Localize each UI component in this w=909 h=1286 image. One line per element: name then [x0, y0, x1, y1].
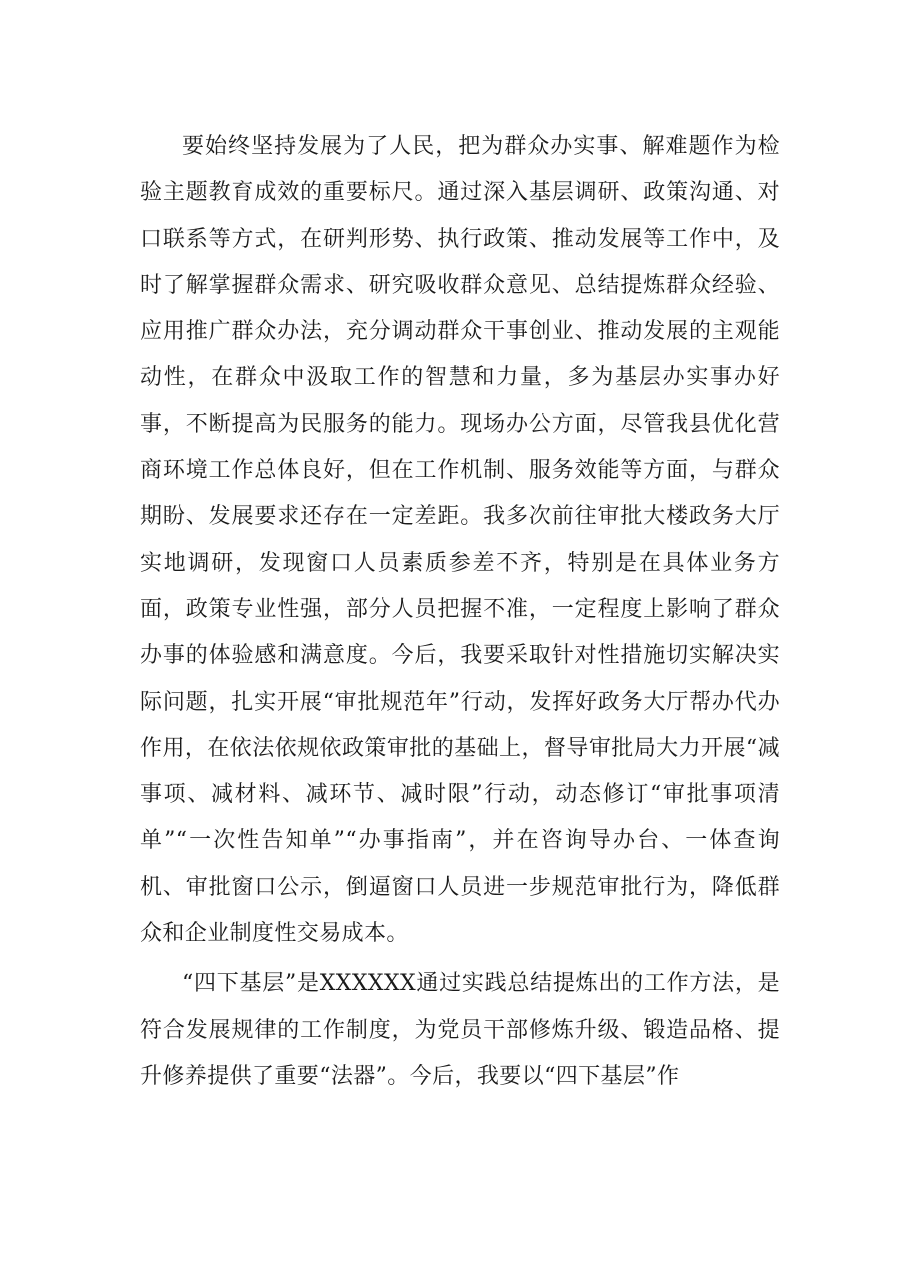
paragraph-1: 要始终坚持发展为了人民，把为群众办实事、解难题作为检验主题教育成效的重要标尺。通过深入基层调研、政策沟通、对口联系等方式，在研判形势、执行政策、推动发展等工作中，及时了解掌握群众需求、研究吸收群众意见、总结提炼群众经验、应用推广群众办法，充分调动群众干事创业、推动发展的主观能动性，在群众中汲取工作的智慧和力量，多为基层办实事办好事，不断提高为民服务的能力。现场办公方面，尽管我县优化营商环境工作总体良好，但在工作机制、服务效能等方面，与群众期盼、发展要求还存在一定差距。我多次前往审批大楼政务大厅实地调研，发现窗口人员素质参差不齐，特别是在具体业务方面，政策专业性强，部分人员把握不准，一定程度上影响了群众办事的体验感和满意度。今后，我要采取针对性措施切实解决实际问题，扎实开展“审批规范年”行动，发挥好政务大厅帮办代办作用，在依法依规依政策审批的基础上，督导审批局大力开展“减事项、减材料、减环节、减时限”行动，动态修订“审批事项清单”“一次性告知单”“办事指南”，并在咨询导办台、一体查询机、审批窗口公示，倒逼窗口人员进一步规范审批行为，降低群众和企业制度性交易成本。	[140, 134, 780, 947]
paragraph-2: “四下基层”是XXXXXX通过实践总结提炼出的工作方法，是符合发展规律的工作制度，为党员干部修炼升级、锻造品格、提升修养提供了重要“法器”。今后，我要以“四下基层”作	[140, 971, 780, 1089]
document-body	[140, 124, 780, 1100]
